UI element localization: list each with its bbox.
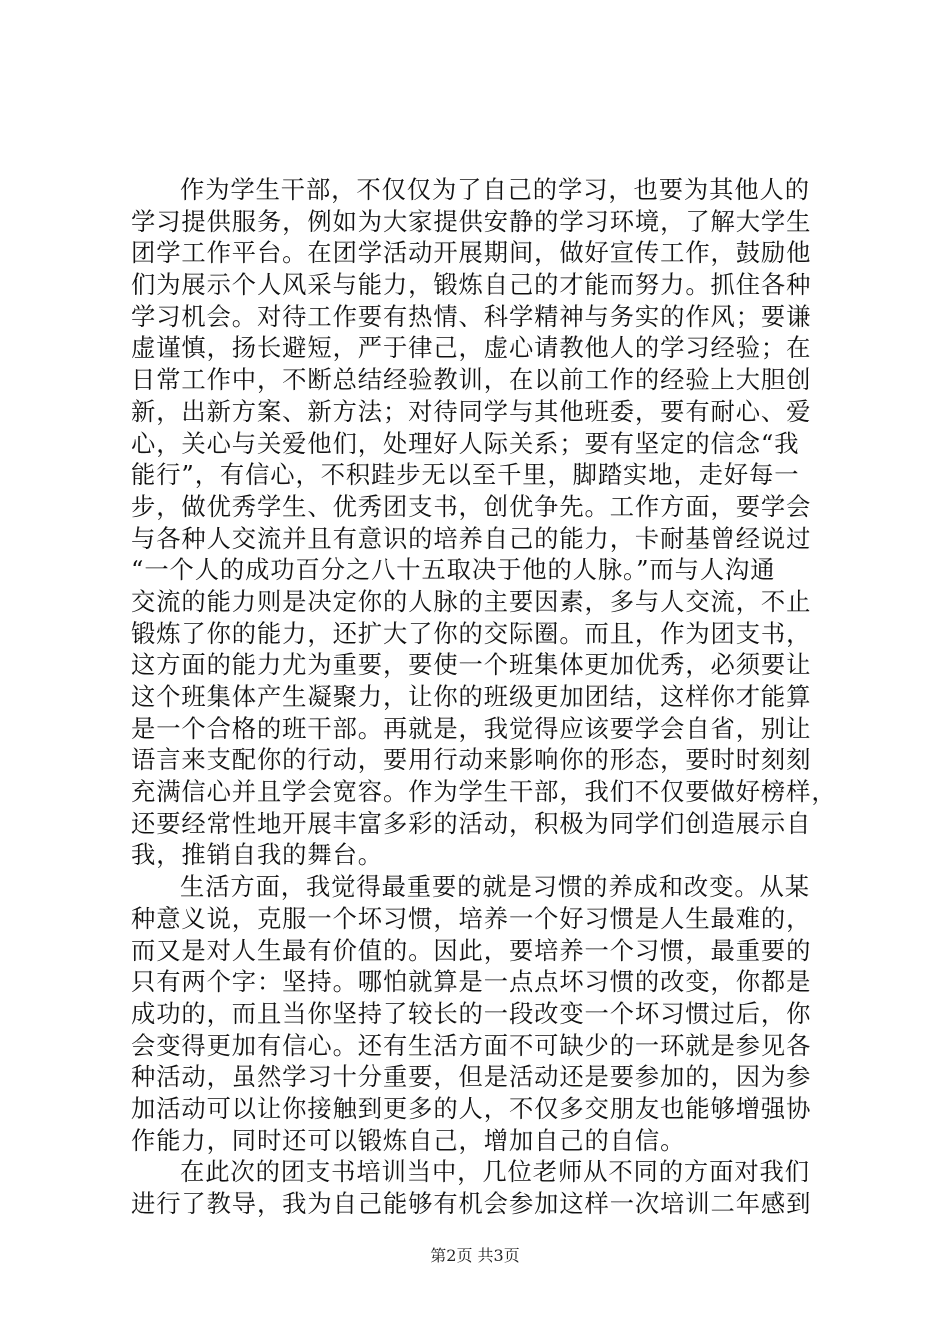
paragraph-1-line-13: “一个人的成功百分之八十五取决于他的人脉。”而与人沟通 — [131, 555, 776, 585]
paragraph-3-line-1: 在此次的团支书培训当中，几位老师从不同的方面对我们 — [180, 1157, 810, 1187]
paragraph-1-line-12: 与各种人交流并且有意识的培养自己的能力，卡耐基曾经说过 — [131, 523, 812, 553]
document-body — [131, 174, 837, 1220]
paragraph-2-line-2: 种意义说，克服一个坏习惯，培养一个好习惯是人生最难的， — [131, 903, 812, 933]
paragraph-2-line-4: 只有两个字：坚持。哪怕就算是一点点坏习惯的改变，你都是 — [131, 967, 812, 997]
paragraph-2-line-9: 作能力，同时还可以锻炼自己，增加自己的自信。 — [131, 1125, 686, 1155]
paragraph-1-line-18: 是一个合格的班干部。再就是，我觉得应该要学会自省，别让 — [131, 713, 812, 743]
paragraph-1-line-14: 交流的能力则是决定你的人脉的主要因素，多与人交流，不止 — [131, 586, 812, 616]
paragraph-1-line-3: 团学工作平台。在团学活动开展期间，做好宣传工作，鼓励他 — [131, 238, 812, 268]
paragraph-2-line-3: 而又是对人生最有价值的。因此，要培养一个习惯，最重要的 — [131, 935, 812, 965]
paragraph-1-line-2: 学习提供服务，例如为大家提供安静的学习环境，了解大学生 — [131, 206, 812, 236]
paragraph-1-line-6: 虚谨慎，扬长避短，严于律己，虚心请教他人的学习经验；在 — [131, 333, 812, 363]
paragraph-2-line-1: 生活方面，我觉得最重要的就是习惯的养成和改变。从某 — [180, 872, 810, 902]
paragraph-1-line-20: 充满信心并且学会宽容。作为学生干部，我们不仅要做好榜样， — [131, 777, 837, 807]
paragraph-1-line-22: 我，推销自我的舞台。 — [131, 840, 383, 870]
paragraph-1-line-7: 日常工作中，不断总结经验教训，在以前工作的经验上大胆创 — [131, 365, 812, 395]
paragraph-1-line-15: 锻炼了你的能力，还扩大了你的交际圈。而且，作为团支书， — [131, 618, 812, 648]
paragraph-2-line-6: 会变得更加有信心。还有生活方面不可缺少的一环就是参见各 — [131, 1030, 812, 1060]
paragraph-1-line-9: 心，关心与关爱他们，处理好人际关系；要有坚定的信念“我 — [131, 428, 800, 458]
paragraph-1-line-4: 们为展示个人风采与能力，锻炼自己的才能而努力。抓住各种 — [131, 270, 812, 300]
paragraph-1-line-1: 作为学生干部，不仅仅为了自己的学习，也要为其他人的 — [180, 175, 810, 204]
paragraph-1-line-8: 新，出新方案、新方法；对待同学与其他班委，要有耐心、爱 — [131, 396, 812, 426]
paragraph-2-line-8: 加活动可以让你接触到更多的人，不仅多交朋友也能够增强协 — [131, 1093, 812, 1123]
paragraph-3-line-2: 进行了教导，我为自己能够有机会参加这样一次培训二年感到 — [131, 1189, 812, 1218]
paragraph-2-line-5: 成功的，而且当你坚持了较长的一段改变一个坏习惯过后，你 — [131, 998, 812, 1028]
paragraph-1-line-17: 这个班集体产生凝聚力，让你的班级更加团结，这样你才能算 — [131, 682, 812, 711]
paragraph-1-line-10: 能行”，有信心，不积跬步无以至千里，脚踏实地，走好每一 — [131, 460, 800, 490]
page-number-footer: 第2页 共3页 — [430, 1246, 520, 1265]
paragraph-1-line-19: 语言来支配你的行动，要用行动来影响你的形态，要时时刻刻 — [131, 745, 812, 775]
paragraph-1-line-5: 学习机会。对待工作要有热情、科学精神与务实的作风；要谦 — [131, 301, 812, 331]
paragraph-1-line-16: 这方面的能力尤为重要，要使一个班集体更加优秀，必须要让 — [131, 650, 812, 680]
paragraph-2-line-7: 种活动，虽然学习十分重要，但是活动还是要参加的，因为参 — [131, 1062, 812, 1092]
paragraph-1-line-11: 步，做优秀学生、优秀团支书，创优争先。工作方面，要学会 — [131, 491, 812, 521]
paragraph-1-line-21: 还要经常性地开展丰富多彩的活动，积极为同学们创造展示自 — [131, 808, 812, 838]
